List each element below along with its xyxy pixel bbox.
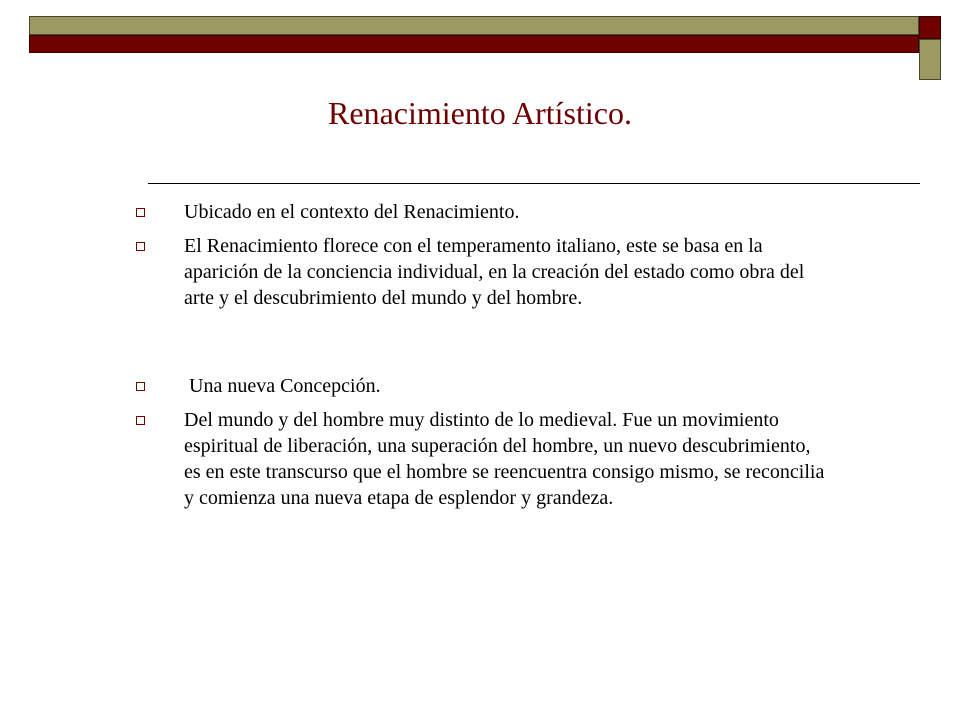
bullet-list	[130, 199, 830, 519]
header-decoration	[29, 16, 941, 64]
header-olive-bar	[29, 16, 919, 35]
slide-title: Renacimiento Artístico.	[328, 95, 632, 131]
hollow-square-bullet-icon	[136, 208, 145, 217]
bullet-text: Del mundo y del hombre muy distinto de lo medieval. Fue un movimiento espiritual de liberación, una superación del hombre, un nuevo descubrimiento, es en este transcurso que el hombre se reencuentra consigo mismo, se reconcilia y comienza una nueva etapa de esplendor y grandeza.	[184, 409, 825, 509]
header-red-bar	[29, 35, 919, 53]
bullet-text: Ubicado en el contexto del Renacimiento.	[184, 201, 520, 223]
bullet-item	[130, 199, 830, 225]
header-red-square	[919, 16, 941, 39]
bullet-item	[130, 373, 830, 399]
hollow-square-bullet-icon	[136, 382, 145, 391]
bullet-item	[130, 407, 830, 511]
hollow-square-bullet-icon	[136, 242, 145, 251]
bullet-text: Una nueva Concepción.	[184, 375, 381, 397]
bullet-text: El Renacimiento florece con el temperamento italiano, este se basa en la aparición de la conciencia individual, en la creación del estado como obra del arte y el descubrimiento del mundo y del hombre.	[184, 235, 805, 309]
bullet-item	[130, 233, 830, 311]
header-olive-square	[919, 39, 941, 80]
hollow-square-bullet-icon	[136, 416, 145, 425]
title-divider	[148, 183, 920, 184]
